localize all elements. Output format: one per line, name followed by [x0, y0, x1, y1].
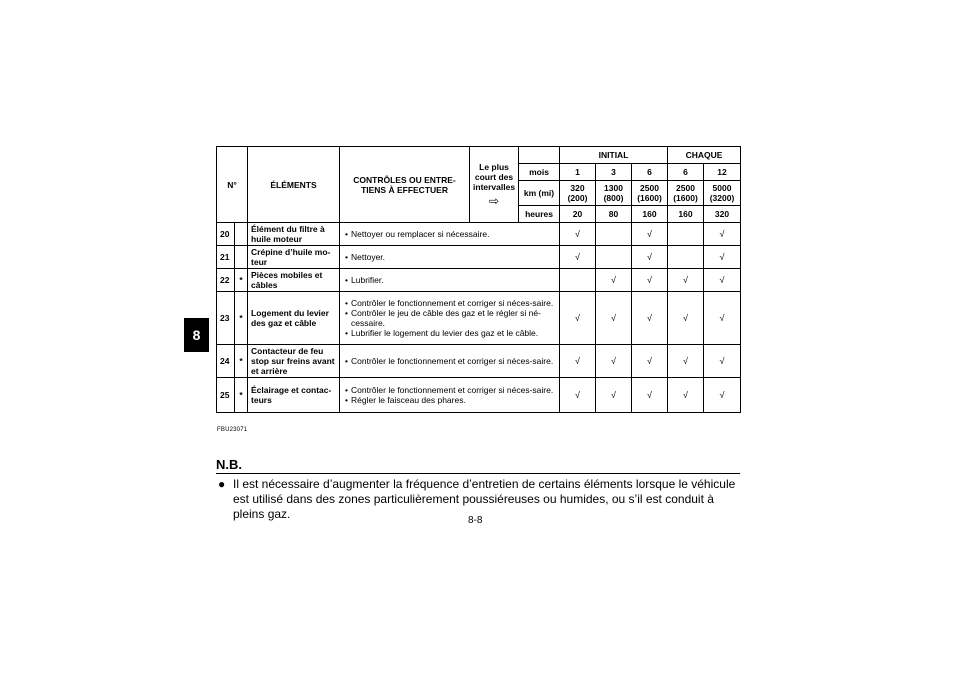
check-mark: √	[560, 246, 596, 269]
check-mark: √	[632, 292, 668, 345]
note-title: N.B.	[216, 457, 740, 474]
row-item: Élément du filtre à huile moteur	[248, 223, 340, 246]
row-actions	[340, 246, 560, 269]
row-actions	[340, 345, 560, 378]
row-actions	[340, 223, 560, 246]
action-item: • Régler le faisceau des phares.	[343, 395, 556, 405]
row-item: Pièces mobiles et câbles	[248, 269, 340, 292]
row-number: 24	[217, 345, 235, 378]
action-item: • Contrôler le jeu de câble des gaz et le régler si né-cessaire.	[343, 308, 556, 328]
action-item: • Nettoyer.	[343, 252, 556, 262]
table-row	[217, 269, 741, 292]
unit-label: heures	[519, 206, 560, 223]
check-mark: √	[668, 269, 704, 292]
row-actions	[340, 269, 560, 292]
arrow-right-icon: ⇨	[488, 193, 500, 208]
row-asterisk: *	[235, 269, 248, 292]
section-tab: 8	[184, 318, 209, 352]
note-box	[216, 457, 740, 522]
row-number: 21	[217, 246, 235, 269]
check-mark: √	[704, 269, 741, 292]
unit-value: 2500 (1600)	[668, 181, 704, 206]
check-mark: √	[704, 378, 741, 413]
row-item: Crépine d’huile mo-teur	[248, 246, 340, 269]
row-item: Logement du levier des gaz et câble	[248, 292, 340, 345]
check-mark: √	[560, 378, 596, 413]
check-mark: √	[632, 246, 668, 269]
action-list	[343, 229, 556, 239]
check-mark	[668, 246, 704, 269]
check-mark: √	[668, 292, 704, 345]
unit-value: 80	[596, 206, 632, 223]
header-controls: CONTRÔLES OU ENTRE-TIENS À EFFECTUER	[340, 147, 470, 223]
header-shortest-interval	[470, 147, 519, 223]
action-item: • Contrôler le fonctionnement et corriger si néces-saire.	[343, 385, 556, 395]
unit-value: 20	[560, 206, 596, 223]
table-row	[217, 345, 741, 378]
document-code: FBU23071	[217, 427, 248, 433]
check-mark: √	[632, 378, 668, 413]
note-text: Il est nécessaire d’augmenter la fréquence d’entretien de certains éléments lorsque le véhicule est utilisé dans des zones particulièrement poussiéreuses ou humides, ou s’il est conduit à pleins gaz.	[233, 477, 736, 521]
row-number: 22	[217, 269, 235, 292]
check-mark: √	[632, 223, 668, 246]
table-row	[217, 378, 741, 413]
action-list	[343, 275, 556, 285]
check-mark: √	[704, 246, 741, 269]
row-asterisk	[235, 223, 248, 246]
action-item: • Nettoyer ou remplacer si nécessaire.	[343, 229, 556, 239]
check-mark	[668, 223, 704, 246]
unit-label: km (mi)	[519, 181, 560, 206]
action-item: • Contrôler le fonctionnement et corriger si néces-saire.	[343, 356, 556, 366]
check-mark: √	[596, 292, 632, 345]
check-mark: √	[704, 292, 741, 345]
check-mark: √	[560, 345, 596, 378]
check-mark: √	[596, 269, 632, 292]
row-number: 20	[217, 223, 235, 246]
row-item: Éclairage et contac-teurs	[248, 378, 340, 413]
table-row	[217, 223, 741, 246]
page-number: 8-8	[468, 515, 483, 526]
row-number: 25	[217, 378, 235, 413]
unit-value: 5000 (3200)	[704, 181, 741, 206]
check-mark	[560, 269, 596, 292]
unit-value: 3	[596, 164, 632, 181]
check-mark: √	[632, 345, 668, 378]
action-item: • Lubrifier.	[343, 275, 556, 285]
check-mark: √	[668, 378, 704, 413]
header-initial: INITIAL	[560, 147, 668, 164]
bullet-icon: ●	[218, 477, 226, 491]
row-asterisk	[235, 246, 248, 269]
header-blank	[519, 147, 560, 164]
unit-value: 320 (200)	[560, 181, 596, 206]
row-asterisk: *	[235, 378, 248, 413]
unit-value: 320	[704, 206, 741, 223]
check-mark: √	[560, 223, 596, 246]
check-mark: √	[632, 269, 668, 292]
unit-value: 12	[704, 164, 741, 181]
action-item: • Lubrifier le logement du levier des gaz et le câble.	[343, 328, 556, 338]
row-actions	[340, 292, 560, 345]
row-actions	[340, 378, 560, 413]
unit-value: 6	[668, 164, 704, 181]
action-list	[343, 298, 556, 338]
check-mark: √	[560, 292, 596, 345]
check-mark: √	[668, 345, 704, 378]
row-number: 23	[217, 292, 235, 345]
check-mark: √	[704, 223, 741, 246]
check-mark	[596, 246, 632, 269]
unit-value: 160	[668, 206, 704, 223]
table-row	[217, 246, 741, 269]
row-item: Contacteur de feu stop sur freins avant et arrière	[248, 345, 340, 378]
unit-value: 2500 (1600)	[632, 181, 668, 206]
action-list	[343, 356, 556, 366]
action-list	[343, 385, 556, 405]
header-every: CHAQUE	[668, 147, 741, 164]
check-mark: √	[596, 378, 632, 413]
header-shortest-label: Le plus court des intervalles	[473, 161, 516, 192]
header-items: ÉLÉMENTS	[248, 147, 340, 223]
table-row	[217, 292, 741, 345]
check-mark: √	[704, 345, 741, 378]
action-list	[343, 252, 556, 262]
unit-value: 1	[560, 164, 596, 181]
unit-value: 6	[632, 164, 668, 181]
action-item: • Contrôler le fonctionnement et corriger si néces-saire.	[343, 298, 556, 308]
row-asterisk: *	[235, 345, 248, 378]
unit-value: 160	[632, 206, 668, 223]
check-mark: √	[596, 345, 632, 378]
header-num: N°	[217, 147, 248, 223]
row-asterisk: *	[235, 292, 248, 345]
unit-value: 1300 (800)	[596, 181, 632, 206]
unit-label: mois	[519, 164, 560, 181]
check-mark	[596, 223, 632, 246]
maintenance-table	[216, 146, 741, 413]
